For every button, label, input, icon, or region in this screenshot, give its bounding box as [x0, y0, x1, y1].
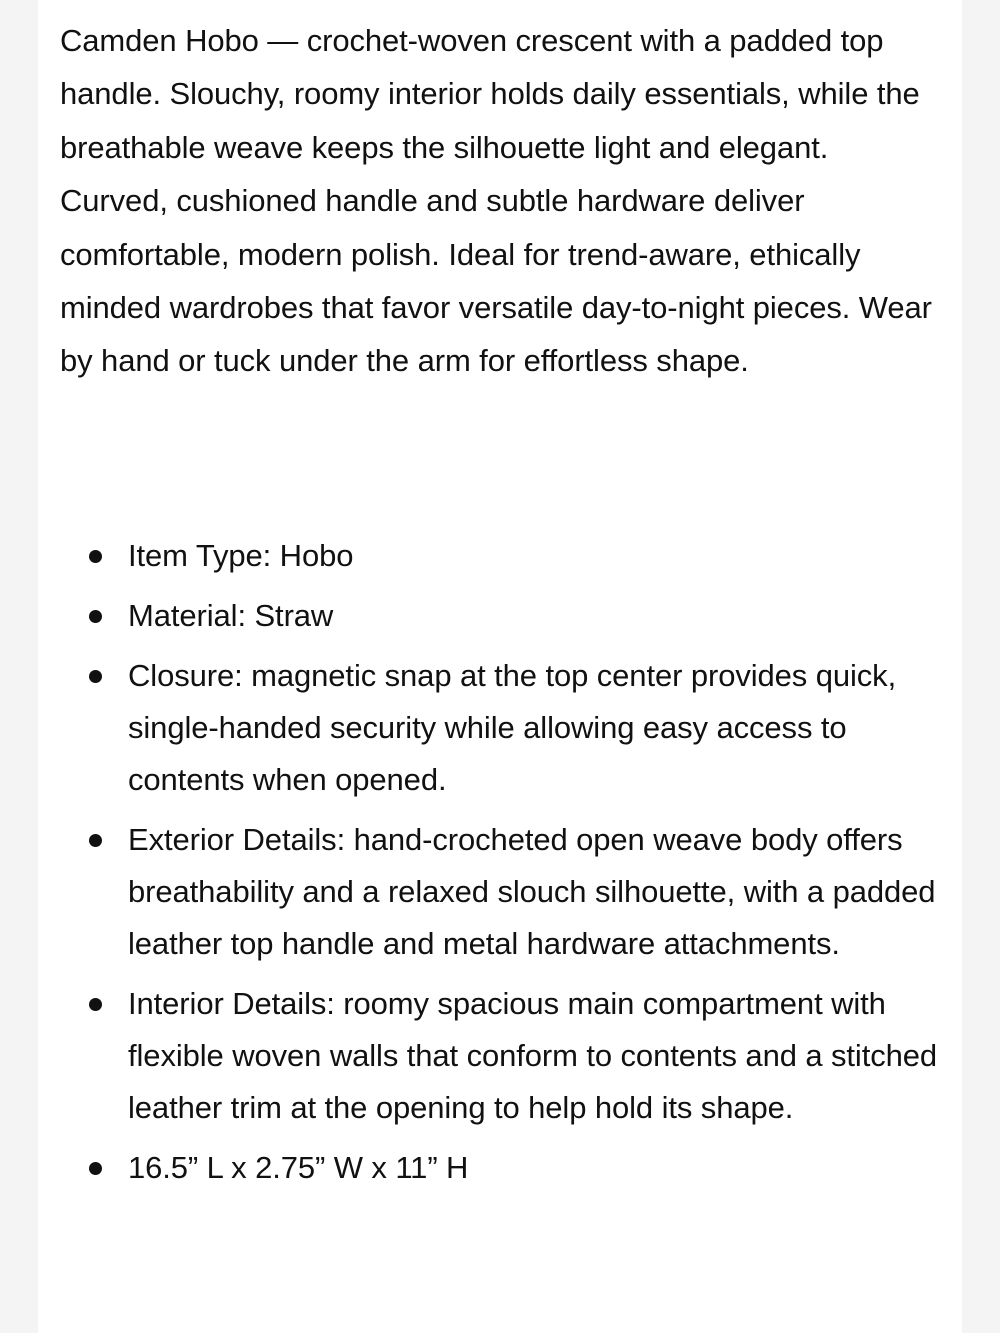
spec-item-dimensions — [60, 1142, 940, 1194]
product-details-page — [38, 0, 962, 1333]
bullet-icon — [89, 834, 102, 847]
spec-item-material — [60, 590, 940, 642]
spec-text: Interior Details: roomy spacious main compartment with flexible woven walls that conform to contents and a stitched leather trim at the opening to help hold its shape. — [128, 986, 938, 1125]
product-description-section — [60, 14, 940, 388]
spec-text: Material: Straw — [128, 598, 334, 633]
spec-item-exterior-details — [60, 814, 940, 970]
spec-item-interior-details — [60, 978, 940, 1134]
spec-text: Closure: magnetic snap at the top center provides quick, single-handed security while allowing easy access to contents when opened. — [128, 658, 897, 797]
spec-text: Item Type: Hobo — [128, 538, 354, 573]
bullet-icon — [89, 610, 102, 623]
bullet-icon — [89, 550, 102, 563]
spec-item-item-type — [60, 530, 940, 582]
spec-text: 16.5” L x 2.75” W x 11” H — [128, 1150, 469, 1185]
bullet-icon — [89, 670, 102, 683]
spec-item-closure — [60, 650, 940, 806]
bullet-icon — [89, 1162, 102, 1175]
spec-list — [60, 530, 940, 1202]
spec-text: Exterior Details: hand-crocheted open weave body offers breathability and a relaxed slouch silhouette, with a padded leather top handle and metal hardware attachments. — [128, 822, 936, 961]
bullet-icon — [89, 998, 102, 1011]
product-description: Camden Hobo — crochet-woven crescent with a padded top handle. Slouchy, roomy interior holds daily essentials, while the breathable weave keeps the silhouette light and elegant. Curved, cushioned handle and subtle hardware deliver comfortable, modern polish. Ideal for trend-aware, ethically minded wardrobes that favor versatile day-to-night pieces. Wear by hand or tuck under the arm for effortless shape. — [60, 23, 932, 379]
